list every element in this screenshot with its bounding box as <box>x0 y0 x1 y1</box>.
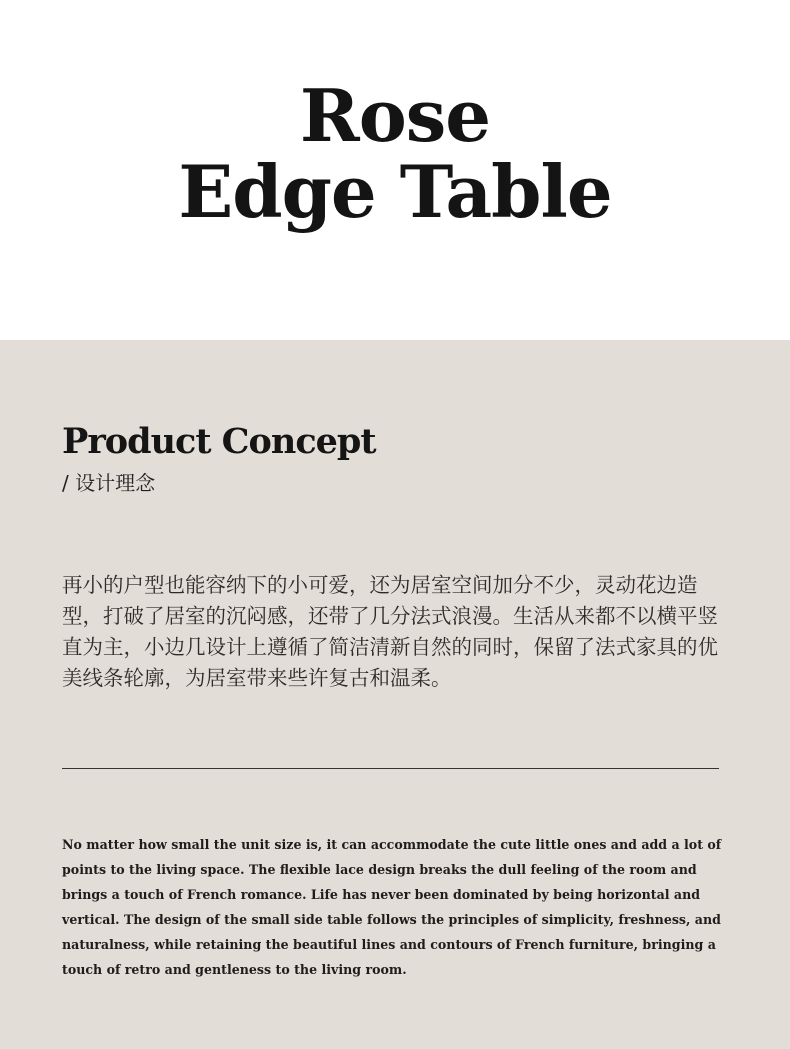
hero-section <box>0 0 790 340</box>
product-title <box>0 73 790 234</box>
section-divider <box>62 768 719 769</box>
concept-heading: Product Concept <box>62 421 376 462</box>
product-title-line-2: Edge Table <box>178 149 612 234</box>
product-title-line-1: Rose <box>299 73 491 158</box>
concept-description-chinese: 再小的户型也能容纳下的小可爱，还为居室空间加分不少，灵动花边造型，打破了居室的沉闷感，还带了几分法式浪漫。生活从来都不以横平竖直为主，小边几设计上遵循了简洁清新自然的同时，保留了法式家具的优美线条轮廓，为居室带来些许复古和温柔。 <box>62 573 718 690</box>
concept-description-english: No matter how small the unit size is, it can accommodate the cute little ones and add a lot of points to the living space. The flexible lace design breaks the dull feeling of the room and brings a touch of French romance. Life has never been dominated by being horizontal and vertical. The design of the small side table follows the principles of simplicity, freshness, and naturalness, while retaining the beautiful lines and contours of French furniture, bringing a touch of retro and gentleness to the living room. <box>62 837 722 977</box>
product-concept-section <box>0 340 790 1049</box>
concept-subheading: / 设计理念 <box>62 471 156 495</box>
